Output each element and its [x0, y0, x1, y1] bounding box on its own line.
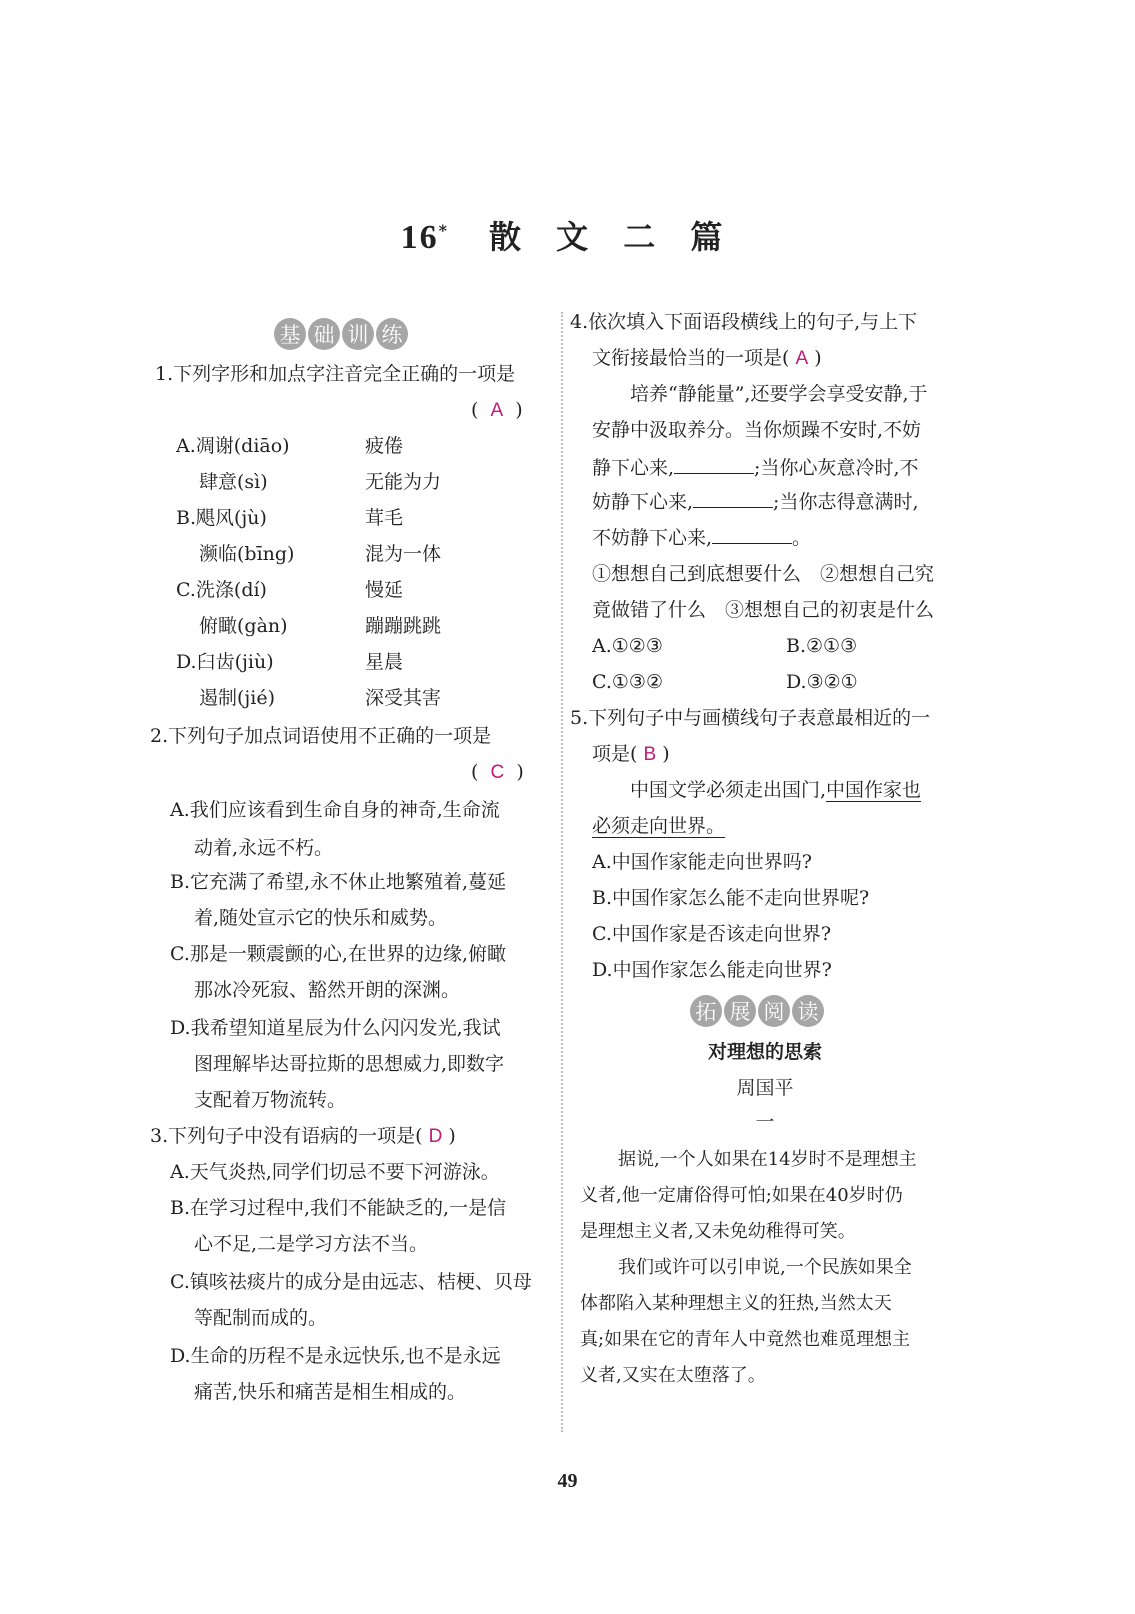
q1-option-b2-word: 混为一体 — [365, 543, 442, 565]
section-char: 展 — [724, 995, 756, 1027]
lesson-title: 散 文 二 篇 — [488, 218, 735, 256]
q5-sentence-underlined: 必须走向世界。 — [592, 815, 726, 837]
q1-option-d1-word: 星晨 — [365, 651, 404, 673]
q4-passage-text: ;当你心灰意冷时,不 — [754, 457, 919, 479]
q4-blank-1 — [674, 455, 754, 474]
q4-passage-line3 — [592, 450, 919, 486]
q2-option-c-line2: 那冰冷死寂、豁然开朗的深渊。 — [194, 979, 461, 1001]
q4-stem-line2 — [592, 340, 822, 377]
q4-passage-line2: 安静中汲取养分。当你烦躁不安时,不妨 — [592, 419, 922, 441]
q4-choice-d: D.③②① — [786, 671, 858, 693]
q5-answer: B — [643, 744, 657, 765]
q2-option-d-line1: D.我希望知道星辰为什么闪闪发光,我试 — [170, 1017, 501, 1039]
q4-stem-end: ) — [814, 347, 822, 369]
q4-passage-text: 。 — [792, 527, 812, 549]
page-title — [0, 212, 1135, 258]
q1-option-b1-word: 茸毛 — [365, 507, 404, 529]
q1-answer: A — [490, 400, 504, 421]
q5-choice-a: A.中国作家能走向世界吗? — [592, 851, 812, 873]
section-basic-training — [274, 318, 408, 350]
q5-sentence-line2 — [592, 808, 725, 844]
lesson-number: 16 — [400, 219, 439, 256]
q5-choice-c: C.中国作家是否该走向世界? — [592, 923, 832, 945]
article-line: 体都陷入某种理想主义的狂热,当然太天 — [580, 1293, 892, 1314]
q5-stem-line1: 5.下列句子中与画横线句子表意最相近的一 — [570, 707, 931, 729]
q2-option-d-line3: 支配着万物流转。 — [194, 1089, 347, 1111]
article-line: 据说,一个人如果在14岁时不是理想主 — [618, 1149, 917, 1170]
q3-stem: 3.下列句子中没有语病的一项是( — [150, 1125, 423, 1147]
q3-option-b-line2: 心不足,二是学习方法不当。 — [194, 1233, 429, 1255]
article-line: 是理想主义者,又未免幼稚得可笑。 — [580, 1221, 856, 1242]
q1-option-c1: C.洗涤(dí) — [176, 579, 267, 601]
q1-option-a2: 肆意(sì) — [199, 471, 268, 493]
article-line: 真;如果在它的青年人中竟然也难觅理想主 — [580, 1329, 911, 1350]
q2-answer: C — [490, 762, 505, 783]
q4-choice-a: A.①②③ — [592, 635, 663, 657]
q2-option-a-line1: A.我们应该看到生命自身的神奇,生命流 — [170, 799, 500, 821]
q4-options-line2: 竟做错了什么 ③想想自己的初衷是什么 — [592, 599, 935, 621]
article-line: 义者,他一定庸俗得可怕;如果在40岁时仍 — [580, 1185, 903, 1206]
article-line: 义者,又实在太堕落了。 — [580, 1365, 766, 1386]
q3-option-c-line1: C.镇咳祛痰片的成分是由远志、桔梗、贝母 — [170, 1271, 532, 1293]
q2-option-b-line2: 着,随处宣示它的快乐和威势。 — [194, 907, 448, 929]
q3-option-a: A.天气炎热,同学们切忌不要下河游泳。 — [170, 1161, 500, 1183]
q5-sentence-plain: 中国文学必须走出国门, — [630, 779, 827, 801]
column-divider — [561, 312, 563, 1432]
q1-stem: 1.下列字形和加点字注音完全正确的一项是 — [155, 363, 516, 385]
q3-option-d-line1: D.生命的历程不是永远快乐,也不是永远 — [170, 1345, 501, 1367]
q5-stem-line2 — [592, 736, 670, 773]
q4-passage-text: 妨静下心来, — [592, 491, 694, 513]
q4-answer: A — [795, 348, 809, 369]
q4-passage-text: 静下心来, — [592, 457, 675, 479]
section-char: 础 — [308, 318, 340, 350]
q1-option-a1-word: 疲倦 — [365, 435, 404, 457]
section-char: 拓 — [690, 995, 722, 1027]
q4-choice-b: B.②①③ — [786, 635, 858, 657]
section-char: 训 — [342, 318, 374, 350]
q4-passage-text: ;当你志得意满时, — [773, 491, 919, 513]
q1-option-b1: B.飓风(jù) — [176, 507, 267, 529]
q3-option-d-line2: 痛苦,快乐和痛苦是相生相成的。 — [194, 1381, 467, 1403]
q1-option-b2: 濒临(bīng) — [199, 543, 295, 565]
article-section-number: 一 — [755, 1111, 775, 1133]
q3-stem-line — [150, 1118, 456, 1155]
section-char: 基 — [274, 318, 306, 350]
q3-answer: D — [428, 1126, 443, 1147]
q1-option-c2: 俯瞰(gàn) — [199, 615, 288, 637]
q1-option-d2: 遏制(jié) — [199, 687, 276, 709]
q2-stem: 2.下列句子加点词语使用不正确的一项是 — [150, 725, 492, 747]
q5-choice-d: D.中国作家怎么能走向世界? — [592, 959, 832, 981]
q5-sentence-underlined: 中国作家也 — [826, 779, 922, 801]
q4-passage-line4 — [592, 484, 919, 520]
optional-star: * — [438, 221, 449, 241]
q4-choice-c: C.①③② — [592, 671, 663, 693]
q4-options-line1: ①想想自己到底想要什么 ②想想自己究 — [592, 563, 935, 585]
section-char: 阅 — [758, 995, 790, 1027]
q2-option-a-line2: 动着,永远不朽。 — [194, 837, 334, 859]
article-author: 周国平 — [736, 1077, 794, 1099]
article-line: 我们或许可以引申说,一个民族如果全 — [618, 1257, 912, 1278]
q2-option-c-line1: C.那是一颗震颤的心,在世界的边缘,俯瞰 — [170, 943, 506, 965]
q1-answer-paren: ( A ) — [471, 399, 523, 421]
q5-stem-end: ) — [662, 743, 670, 765]
q1-option-d1: D.臼齿(jiù) — [176, 651, 274, 673]
q4-passage-text: 不妨静下心来, — [592, 527, 713, 549]
q3-stem-end: ) — [448, 1125, 456, 1147]
q3-option-b-line1: B.在学习过程中,我们不能缺乏的,一是信 — [170, 1197, 507, 1219]
q4-blank-3 — [712, 525, 792, 544]
section-char: 读 — [792, 995, 824, 1027]
q4-passage-line5 — [592, 520, 811, 556]
q1-option-d2-word: 深受其害 — [365, 687, 442, 709]
q4-passage-line1: 培养“静能量”,还要学会享受安静,于 — [630, 383, 928, 405]
q2-option-d-line2: 图理解毕达哥拉斯的思想威力,即数字 — [194, 1053, 505, 1075]
q1-option-a1: A.凋谢(diāo) — [176, 435, 290, 457]
section-extended-reading — [690, 995, 824, 1027]
q4-blank-2 — [693, 489, 773, 508]
q2-option-b-line1: B.它充满了希望,永不休止地繁殖着,蔓延 — [170, 871, 507, 893]
q2-answer-paren: ( C ) — [471, 761, 524, 783]
q4-stem2: 文衔接最恰当的一项是( — [592, 347, 790, 369]
article-title: 对理想的思索 — [707, 1041, 822, 1063]
page-number: 49 — [557, 1470, 578, 1492]
q3-option-c-line2: 等配制而成的。 — [194, 1307, 328, 1329]
q1-option-c1-word: 慢延 — [365, 579, 404, 601]
q5-sentence-line1 — [630, 772, 921, 808]
q5-choice-b: B.中国作家怎么能不走向世界呢? — [592, 887, 870, 909]
q5-stem2: 项是( — [592, 743, 638, 765]
q4-stem-line1: 4.依次填入下面语段横线上的句子,与上下 — [570, 311, 918, 333]
q1-option-a2-word: 无能为力 — [365, 471, 442, 493]
q1-option-c2-word: 蹦蹦跳跳 — [365, 615, 442, 637]
section-char: 练 — [376, 318, 408, 350]
